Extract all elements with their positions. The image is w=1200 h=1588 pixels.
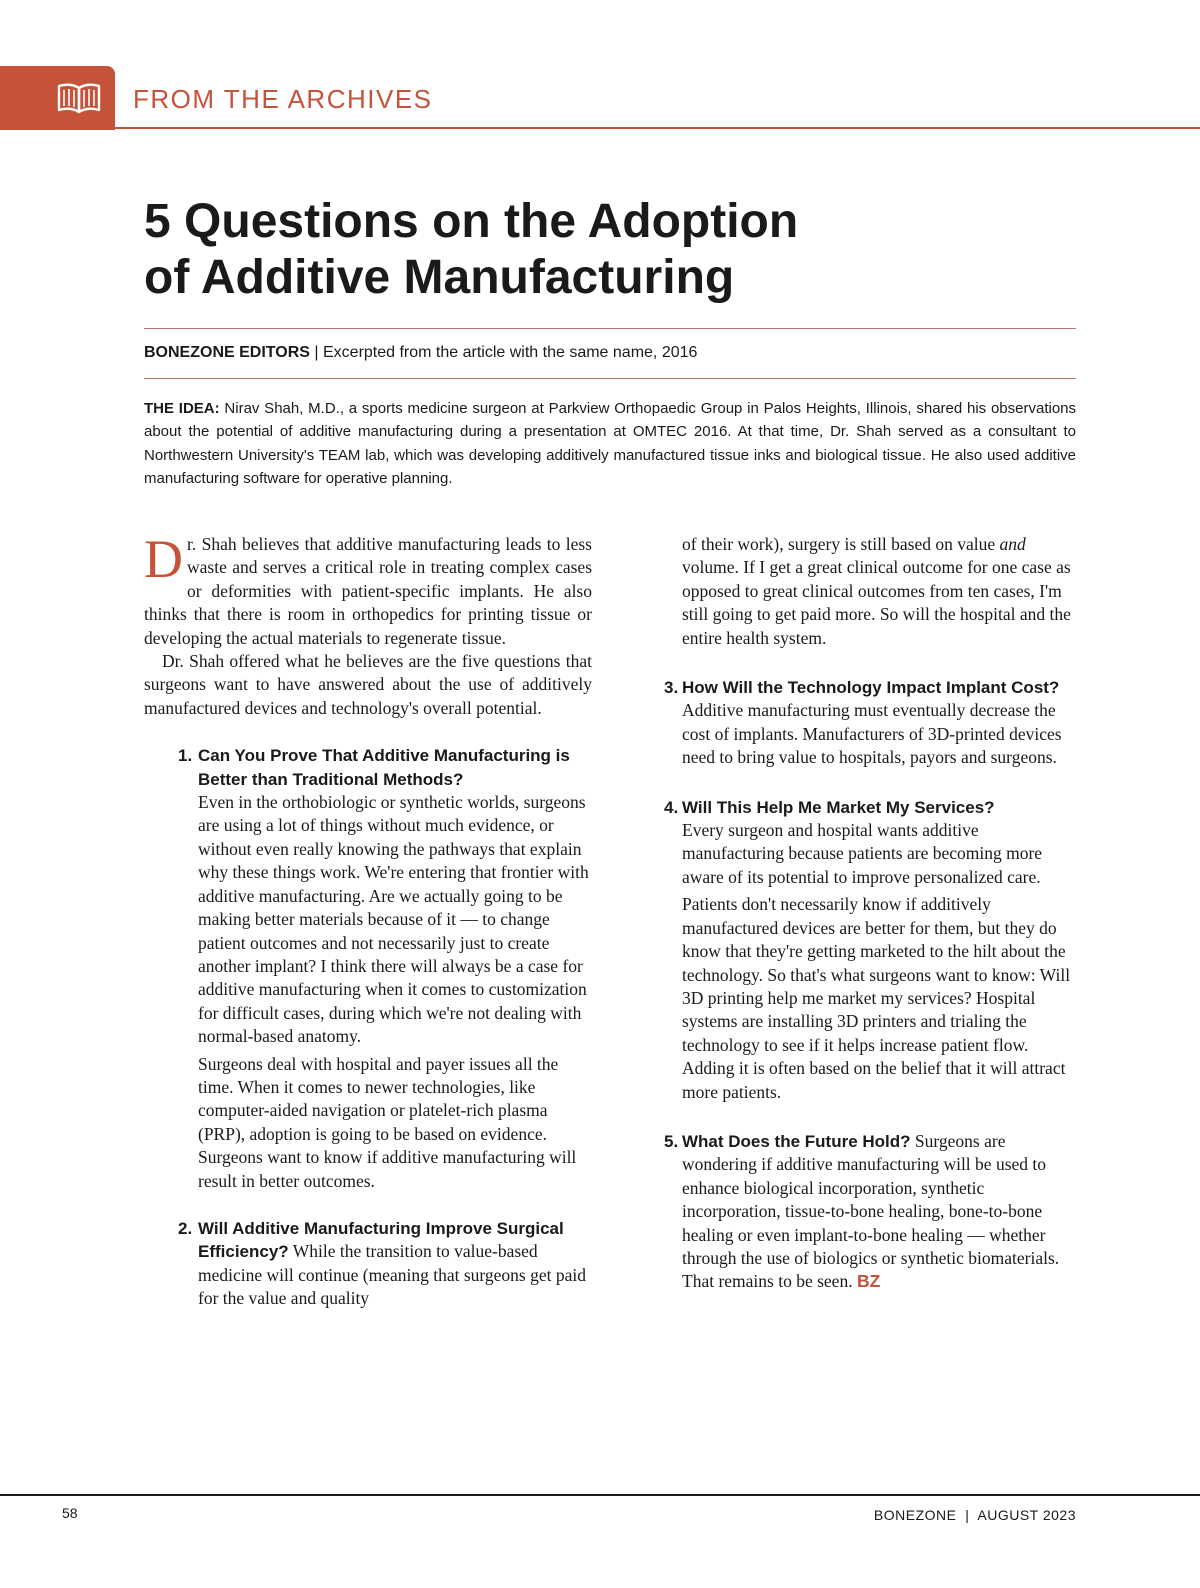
question-heading: What Does the Future Hold? [682,1131,911,1151]
idea-summary [144,397,1076,490]
question-number: 2. [178,1218,193,1238]
question-2-text-b: volume. If I get a great clinical outcome for one case as opposed to great clinical outcomes from ten cases, I'm still going to get paid more. So will the hospital and the entire health system. [682,557,1071,648]
column-left [144,529,592,1315]
title-line-2: of Additive Manufacturing [144,251,735,304]
question-3 [664,676,1076,770]
column-right [664,533,1076,1298]
question-1-body-1: Even in the orthobiologic or synthetic worlds, surgeons are using a lot of things without much evidence, or without even really knowing the pathways that explain why these things work. We're entering that frontier with additive manufacturing. Are we actually going to be making better materials because of it — to change patient outcomes and not necessarily just to create another implant? I think there will always be a case for additive manufacturing when it comes to customization for difficult cases, during which we're not dealing with normal-based anatomy. [198,792,589,1047]
question-2-text-a: of their work), surgery is still based on value [682,534,1000,554]
question-1-body-2: Surgeons deal with hospital and payer issues all the time. When it comes to newer technologies, like computer-aided navigation or platelet-rich plasma (PRP), adoption is going to be based on evidence. Surgeons want to know if additive manufacturing will result in better outcomes. [198,1053,577,1191]
question-3-block [682,676,1076,770]
question-2-emphasis: and [999,534,1026,554]
open-book-icon [56,82,102,114]
question-4-body-2: Patients don't necessarily know if additively manufactured devices are better for them, but they do know that they're getting marketed to the hilt about the technology. So that's what surgeons want to know: Will 3D printing help me market my services? Hospital systems are installing 3D printers and trialing the technology to see if it helps increase patient flow. Adding it is often based on the belief that it will attract more patients. [682,894,1071,1102]
intro-text-1: r. Shah believes that additive manufacturing leads to less waste and serves a critical role in treating complex cases or deformities with patient-specific implants. He also thinks that there is room in orthopedics for printing tissue or developing the actual materials to regenerate tissue. [144,534,592,648]
question-heading: Will This Help Me Market My Services? [682,797,995,817]
drop-cap: D [144,529,183,589]
question-5 [664,1130,1076,1294]
page-title [144,194,1044,306]
section-rule [115,127,1200,129]
question-number: 4. [664,797,679,817]
footer-publication: BONEZONE | AUGUST 2023 [873,1507,1076,1523]
question-2-body-1: While the transition to value-based medicine will continue (meaning that surgeons get paid for the value and quality [198,1241,586,1309]
byline-separator: | [309,344,323,361]
byline-note: Excerpted from the article with the same name, 2016 [323,344,698,361]
question-number: 1. [178,746,193,766]
question-heading: Can You Prove That Additive Manufacturing is Better than Traditional Methods? [198,746,570,789]
section-label: FROM THE ARCHIVES [133,84,433,114]
question-2-continued [682,533,1076,650]
intro-paragraph-1 [144,529,592,650]
section-tab [0,66,115,130]
end-mark: BZ [856,1271,881,1292]
footer-rule [0,1494,1200,1496]
question-1 [178,744,592,1193]
question-3-body: Additive manufacturing must eventually decrease the cost of implants. Manufacturers of 3D-printed devices need to bring value to hospitals, payors and surgeons. [682,700,1062,768]
question-2 [178,1217,592,1311]
question-4-heading-block [682,796,1076,890]
question-heading: How Will the Technology Impact Implant Cost? [682,678,1060,698]
intro-paragraph-2: Dr. Shah offered what he believes are the five questions that surgeons want to have answered about the use of additively manufactured devices and technology's overall potential. [144,651,592,718]
title-line-1: 5 Questions on the Adoption [144,195,799,248]
divider-top [144,328,1076,329]
question-2-body-2 [682,533,1076,650]
section-header [0,66,1200,130]
byline-author: BONEZONE EDITORS [144,344,310,361]
idea-text: Nirav Shah, M.D., a sports medicine surgeon at Parkview Orthopaedic Group in Palos Heights, Illinois, shared his observations about the potential of additive manufacturing during a presentation at OMTEC 2016. At that time, Dr. Shah served as a consultant to Northwestern University's TEAM lab, which was developing additively manufactured tissue inks and biological tissue. He also used additive manufacturing software for operative planning. [144,400,1077,487]
question-number: 5. [664,1131,679,1151]
question-1-heading-block [198,744,592,1048]
byline [144,344,697,362]
question-heading: Will Additive Manufacturing Improve Surgical Efficiency? [198,1218,564,1262]
question-2-heading-block [198,1217,592,1311]
intro [144,529,592,720]
question-5-block [682,1130,1076,1294]
question-4-body-1: Every surgeon and hospital wants additive manufacturing because patients are becoming more aware of its potential to improve personalized care. [682,820,1043,887]
divider-bottom [144,378,1076,379]
page-number: 58 [62,1505,78,1521]
question-4 [664,796,1076,1104]
idea-label: THE IDEA: [144,400,220,417]
question-5-body: Surgeons are wondering if additive manufacturing will be used to enhance biological incorporation, synthetic incorporation, tissue-to-bone healing, bone-to-bone healing or even implant-to-bone healing — whether through the use of biologics or synthetic biomaterials. That remains to be seen. [682,1130,1060,1292]
question-number: 3. [664,678,679,698]
